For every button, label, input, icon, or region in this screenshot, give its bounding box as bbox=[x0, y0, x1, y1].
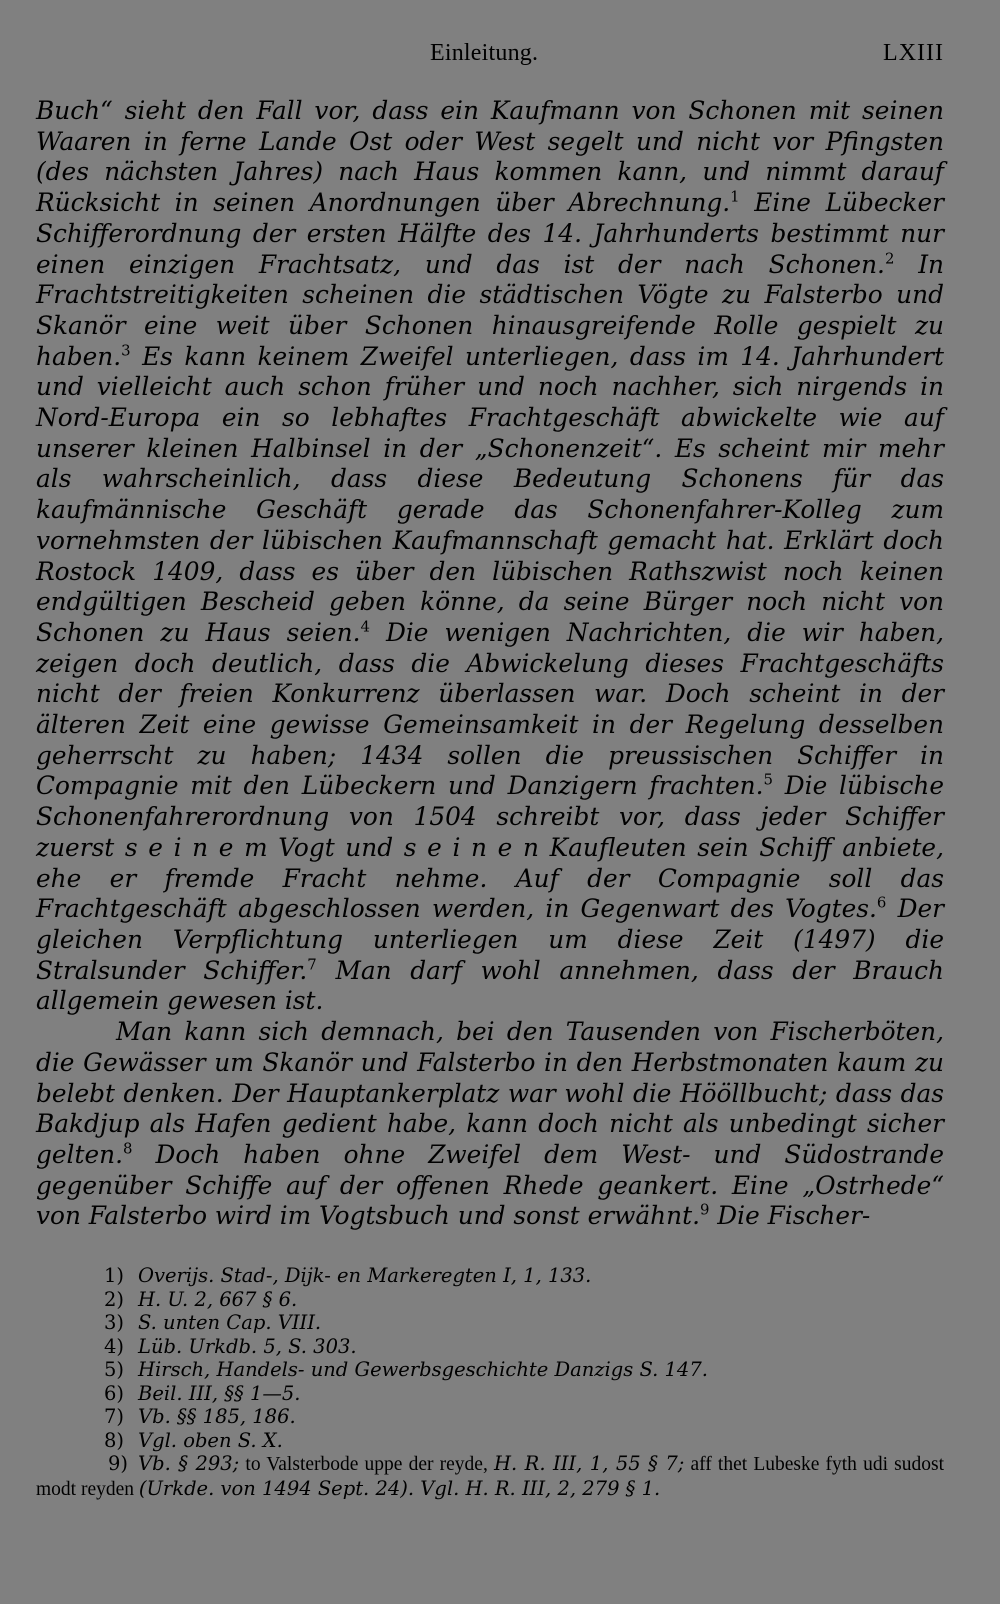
footnote-number: 7) bbox=[104, 1405, 125, 1428]
page-number: LXIII bbox=[883, 40, 944, 66]
footnote-text: aff thet Lubeske fyth udi sudost modt reyden bbox=[36, 1454, 944, 1500]
footnote-4 bbox=[36, 1335, 944, 1359]
footnote-2 bbox=[36, 1288, 944, 1312]
footnote-number: 8) bbox=[104, 1428, 125, 1452]
footnote-ref-5[interactable]: 5 bbox=[763, 771, 773, 790]
footnote-ref-4[interactable]: 4 bbox=[360, 617, 370, 636]
footnote-ref-1[interactable]: 1 bbox=[730, 187, 740, 206]
footnote-number: 4) bbox=[104, 1334, 125, 1358]
text-run: Der gleichen Verpflichtung unterliegen um diese Zeit (1497) die Stralsunder Schiffer. bbox=[36, 894, 944, 985]
footnote-text: Vgl. H. R. III, 2, 279 § 1. bbox=[414, 1476, 661, 1500]
footnote-5 bbox=[36, 1358, 944, 1382]
footnote-1 bbox=[36, 1264, 944, 1288]
footnote-text: Hirsch, Handels- und Gewerbsgeschichte Danzigs S. 147. bbox=[138, 1358, 708, 1381]
paragraph-1 bbox=[36, 96, 944, 1017]
text-run: Die wenigen Nachrichten, die wir haben, zeigen doch deutlich, dass die Abwickelung dieses Frachtgeschäfts nicht der freien Konkurrenz überlassen war. Doch scheint in der älteren Zeit eine gewisse Gemeinsamkeit in der Regelung desselben geherrscht zu haben; 1434 sollen die preussischen Schiffer in Compagnie mit den Lübeckern und Danzigern frachten. bbox=[36, 617, 944, 801]
text-run: Eine Lübecker Schifferordnung der ersten Hälfte des 14. Jahrhunderts bestimmt nur einen einzigen Frachtsatz, und das ist der nach Schonen. bbox=[36, 188, 944, 279]
text-run: Doch haben ohne Zweifel dem West- und Südostrande gegenüber Schiffe auf der offenen Rhede geankert. Eine „Ostrhede“ von Falsterbo wird im Vogtsbuch und sonst erwähnt. bbox=[36, 1139, 944, 1231]
footnote-ref-2[interactable]: 2 bbox=[884, 249, 895, 268]
footnote-text: Overijs. Stad-, Dijk- en Markeregten I, 1, 133. bbox=[138, 1264, 592, 1287]
footnote-number: 9) bbox=[108, 1452, 129, 1475]
text-run: Die Fischer- bbox=[709, 1201, 871, 1231]
footnote-number: 1) bbox=[104, 1264, 125, 1287]
footnote-ref-7[interactable]: 7 bbox=[307, 955, 317, 974]
footnote-text: (Urkde. von 1494 Sept. 24). bbox=[138, 1476, 415, 1500]
text-run: Es kann keinem Zweifel unterliegen, dass im 14. Jahrhundert und vielleicht auch schon früher und noch nachher, sich nirgends in Nord-Europa ein so lebhaftes Frachtgeschäft abwickelte wie auf unserer kleinen Halbinsel in der „Schonenzeit“. Es scheint mir mehr als wahrscheinlich, dass diese Bedeutung Schonens für das kaufmännische Geschäft gerade das Schonenfahrer-Kolleg zum vornehmsten der lübischen Kaufmannschaft gemacht hat. Erklärt doch Rostock 1409, dass es über den lübischen Rathszwist noch keinen endgültigen Bescheid geben könne, da seine Bürger noch nicht von Schonen zu Haus seien. bbox=[36, 341, 944, 647]
footnotes bbox=[36, 1264, 944, 1501]
footnote-text: H. R. III, 1, 55 § 7; bbox=[493, 1452, 685, 1475]
footnote-number: 3) bbox=[104, 1311, 125, 1334]
main-text bbox=[36, 96, 944, 1232]
text-run: Buch“ sieht den Fall vor, dass ein Kaufmann von Schonen mit seinen Waaren in ferne Lande Ost oder West segelt und nicht vor Pfingsten (des nächsten Jahres) nach Haus kommen kann, und nimmt darauf Rücksicht in seinen Anordnungen über Abrechnung. bbox=[36, 96, 944, 218]
footnote-text: Vgl. oben S. X. bbox=[138, 1428, 283, 1452]
footnote-number: 5) bbox=[104, 1358, 125, 1381]
footnote-6 bbox=[36, 1382, 944, 1406]
text-run: Man darf wohl annehmen, dass der Brauch allgemein gewesen ist. bbox=[36, 955, 944, 1016]
text-run: Die lübische Schonenfahrerordnung von 1504 schreibt vor, dass jeder Schiffer zuerst s e i n e m Vogt und s e i n e n Kaufleuten sein Schiff anbiete, ehe er fremde Fracht nehme. Auf der Compagnie soll das Frachtgeschäft abgeschlossen werden, in Gegenwart des Vogtes. bbox=[36, 771, 944, 924]
footnote-ref-6[interactable]: 6 bbox=[876, 894, 887, 913]
footnote-ref-9[interactable]: 9 bbox=[699, 1201, 710, 1220]
footnote-ref-3[interactable]: 3 bbox=[121, 341, 131, 360]
footnote-7 bbox=[36, 1405, 944, 1429]
footnote-number: 6) bbox=[104, 1381, 125, 1405]
footnote-text: S. unten Cap. VIII. bbox=[138, 1311, 322, 1334]
footnote-text: to Valsterbode uppe der reyde, bbox=[239, 1454, 494, 1475]
text-run: In Frachtstreitigkeiten scheinen die städtischen Vögte zu Falsterbo und Skanör eine weit über Schonen hinausgreifende Rolle gespielt zu haben. bbox=[36, 249, 944, 371]
footnote-text: Lüb. Urkdb. 5, S. 303. bbox=[138, 1334, 357, 1358]
footnote-text: Vb. § 293; bbox=[138, 1452, 240, 1475]
text-run: Man kann sich demnach, bei den Tausenden von Fischerböten, die Gewässer um Skanör und Falsterbo in den Herbstmonaten kaum zu belebt denken. Der Hauptankerplatz war wohl die Hööllbucht; dass das Bakdjup als Hafen gedient habe, kann doch nicht als unbedingt sicher gelten. bbox=[36, 1017, 944, 1169]
footnote-ref-8[interactable]: 8 bbox=[122, 1139, 133, 1158]
footnote-3 bbox=[36, 1311, 944, 1335]
footnote-text: Beil. III, §§ 1—5. bbox=[138, 1381, 301, 1405]
running-title: Einleitung. bbox=[430, 40, 539, 66]
footnote-text: H. U. 2, 667 § 6. bbox=[138, 1287, 298, 1311]
paragraph-2 bbox=[36, 1017, 944, 1232]
footnote-9 bbox=[0, 1452, 944, 1501]
footnote-text: Vb. §§ 185, 186. bbox=[138, 1405, 296, 1428]
footnote-8 bbox=[36, 1429, 944, 1453]
footnote-number: 2) bbox=[104, 1287, 125, 1311]
